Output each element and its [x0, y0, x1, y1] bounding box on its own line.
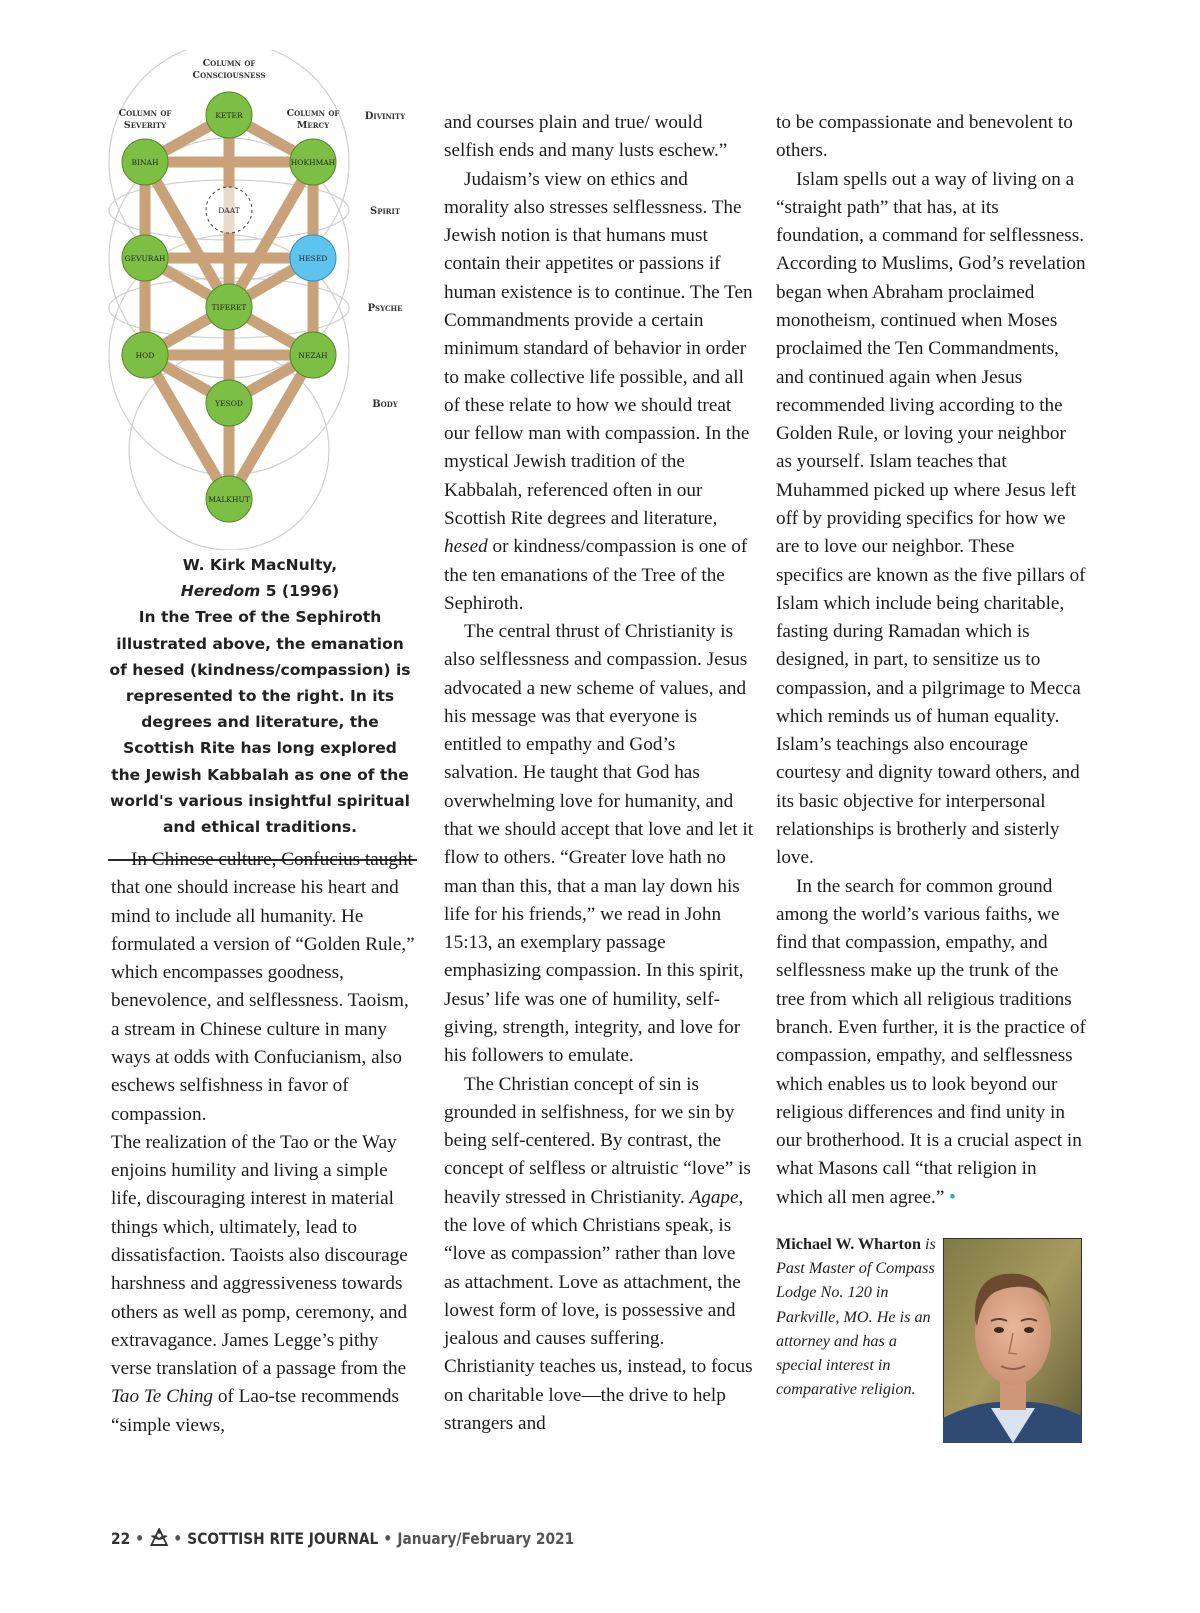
col1-paragraph-2 — [111, 1129, 421, 1440]
issue-date: January/February 2021 — [397, 1528, 575, 1548]
article-column-1 — [111, 846, 421, 1440]
column-consciousness-label-line1: Column of — [202, 58, 256, 69]
col2-paragraph-2 — [444, 166, 754, 619]
hesed-label: HESED — [298, 254, 328, 263]
caption-source — [108, 578, 412, 604]
footer-bullet-2: • — [173, 1528, 183, 1548]
end-mark-icon: • — [949, 1186, 956, 1208]
malkhut-label: MALKHUT — [208, 495, 250, 504]
author-bio — [776, 1232, 936, 1401]
tiferet-label: TIFERET — [211, 303, 247, 312]
column-mercy-label-line2: Mercy — [296, 120, 330, 131]
level-body-label: Body — [372, 399, 398, 410]
article-column-3 — [776, 109, 1086, 1212]
gevurah-label: GEVURAH — [124, 254, 166, 263]
footer-bullet-1: • — [135, 1528, 145, 1548]
figure-caption — [108, 552, 412, 840]
keter-label: KETER — [215, 111, 243, 120]
binah-label: BINAH — [131, 158, 159, 167]
author-bio-text: is Past Master of Compass Lodge No. 120 in Parkville, MO. He is an attorney and has a special interest in comparative religion. — [776, 1235, 936, 1399]
author-name: Michael W. Wharton — [776, 1235, 921, 1253]
col3-paragraph-3-text: In the search for common ground among the world’s various faiths, we find that compassion, empathy, and selflessness make up the trunk of the tree from which all religious traditions branch. Even further, it is the practice of compassion, empathy, and selflessness which enables us to look beyond our religious differences and find unity in our brotherhood. It is a crucial aspect in what Masons call “that religion in which all men agree.” — [776, 875, 1086, 1208]
nezah-label: NEZAH — [298, 351, 328, 360]
col1-paragraph-1: In Chinese culture, Confucius taught that one should increase his heart and mind to include all humanity. He formulated a version of “Golden Rule,” which encompasses goodness, benevolence, and selflessness. Taoism, a stream in Chinese culture in many ways at odds with Confucianism, also eschews selfishness in favor of compassion. — [111, 849, 415, 1125]
col3-paragraph-2: Islam spells out a way of living on a “straight path” that has, at its foundation, a command for selflessness. According to Muslims, God’s revelation began when Abraham proclaimed monotheism, continued when Moses proclaimed the Ten Commandments, and continued again when Jesus recommended living according to the Golden Rule, or loving your neighbor as yourself. Islam teaches that Muhammed picked up where Jesus left off by providing specifics for how we are to love our neighbor. These specifics are known as the five pillars of Islam which include being charitable, fasting during Ramadan which is designed, in part, to sensitize us to compassion, and a pilgrimage to Mecca which reminds us of human equality. Islam’s teachings also encourage courtesy and dignity toward others, and its basic objective for interpersonal relationships is brotherly and sisterly love. — [776, 168, 1086, 869]
column-severity-label-line2: Severity — [123, 120, 167, 131]
col3-paragraph-3 — [776, 873, 1086, 1212]
col1-paragraph-2-italic: Tao Te Ching — [111, 1386, 214, 1408]
column-severity-label-line1: Column of — [118, 108, 172, 119]
col1-paragraph-2-text-a: The realization of the Tao or the Way enjoins humility and living a simple life, discouraging interest in material things which, ultimately, lead to dissatisfaction. Taoists also discourage harshness and aggressiveness towards others as well as pomp, ceremony, and extravagance. James Legge’s pithy verse translation of a passage from the — [111, 1131, 408, 1380]
tree-of-sephiroth-figure — [108, 50, 428, 550]
hokhmah-label: HOKHMAH — [290, 158, 336, 167]
col2-paragraph-1: and courses plain and true/ would selfish ends and many lusts eschew.” — [444, 112, 728, 162]
footer-bullet-3: • — [383, 1528, 393, 1548]
col2-paragraph-4-italic: Agape — [689, 1186, 739, 1208]
col2-paragraph-2-text-a: Judaism’s view on ethics and morality also stresses selflessness. The Jewish notion is that humans must contain their appetites or passions if human existence is to continue. The Ten Commandments provide a certain minimum standard of behavior in order to make collective life possible, and all of these relate to how we should treat our fellow man with compassion. In the mystical Jewish tradition of the Kabbalah, referenced often in our Scottish Rite degrees and literature, — [444, 168, 753, 529]
yesod-label: YESOD — [215, 399, 243, 408]
page-number: 22 — [111, 1528, 131, 1548]
col2-paragraph-2-text-b: or kindness/compassion is one of the ten emanations of the Tree of the Sephiroth. — [444, 536, 748, 614]
page-footer — [111, 1528, 574, 1548]
col3-paragraph-1: to be compassionate and benevolent to others. — [776, 112, 1073, 162]
author-photo — [943, 1238, 1082, 1443]
level-spirit-label: Spirit — [369, 206, 401, 217]
col2-paragraph-4 — [444, 1071, 754, 1439]
col2-paragraph-2-italic: hesed — [444, 536, 488, 558]
daat-label: DAAT — [218, 206, 240, 215]
col1-paragraph-2-text-b: of Lao-tse recommends “simple views, — [111, 1386, 399, 1436]
level-divinity-label: Divinity — [364, 111, 406, 122]
article-column-2 — [444, 109, 754, 1438]
double-eagle-logo-icon — [149, 1528, 168, 1548]
caption-text: In the Tree of the Sephiroth illustrated above, the emanation of hesed (kindness/compassion) is represented to the right. In its degrees and literature, the Scottish Rite has long explored the Jewish Kabbalah as one of the world's various insightful spiritual and ethical traditions. — [109, 608, 411, 837]
col2-paragraph-4-text-b: , the love of which Christians speak, is “love as compassion” rather than love as attachment. Love as attachment, the lowest form of love, is possessive and jealous and causes suffering. Christianity teaches us, instead, to focus on charitable love—the drive to help strangers and — [444, 1186, 753, 1434]
level-psyche-label: Psyche — [367, 303, 403, 314]
hod-label: HOD — [135, 351, 155, 360]
column-consciousness-label-line2: Consciousness — [192, 70, 266, 81]
caption-author: W. Kirk MacNulty, — [182, 556, 338, 574]
journal-name: SCOTTISH RITE JOURNAL — [187, 1528, 379, 1548]
column-mercy-label-line1: Column of — [286, 108, 340, 119]
caption-source-title: Heredom — [180, 582, 261, 601]
caption-source-rest: 5 (1996) — [260, 582, 340, 601]
col2-paragraph-3: The central thrust of Christianity is also selflessness and compassion. Jesus advocated a new scheme of values, and his message was that everyone is entitled to empathy and God’s salvation. He taught that God has overwhelming love for humanity, and that we should accept that love and let it flow to others. “Greater love hath no man than this, that a man lay down his life for his friends,” we read in John 15:13, an exemplary passage emphasizing compassion. In this spirit, Jesus’ life was one of humility, self-giving, strength, integrity, and love for his followers to emulate. — [444, 621, 754, 1067]
col2-paragraph-4-text-a: The Christian concept of sin is grounded in selfishness, for we sin by being self-centered. By contrast, the concept of selfless or altruistic “love” is heavily stressed in Christianity. — [444, 1073, 751, 1208]
